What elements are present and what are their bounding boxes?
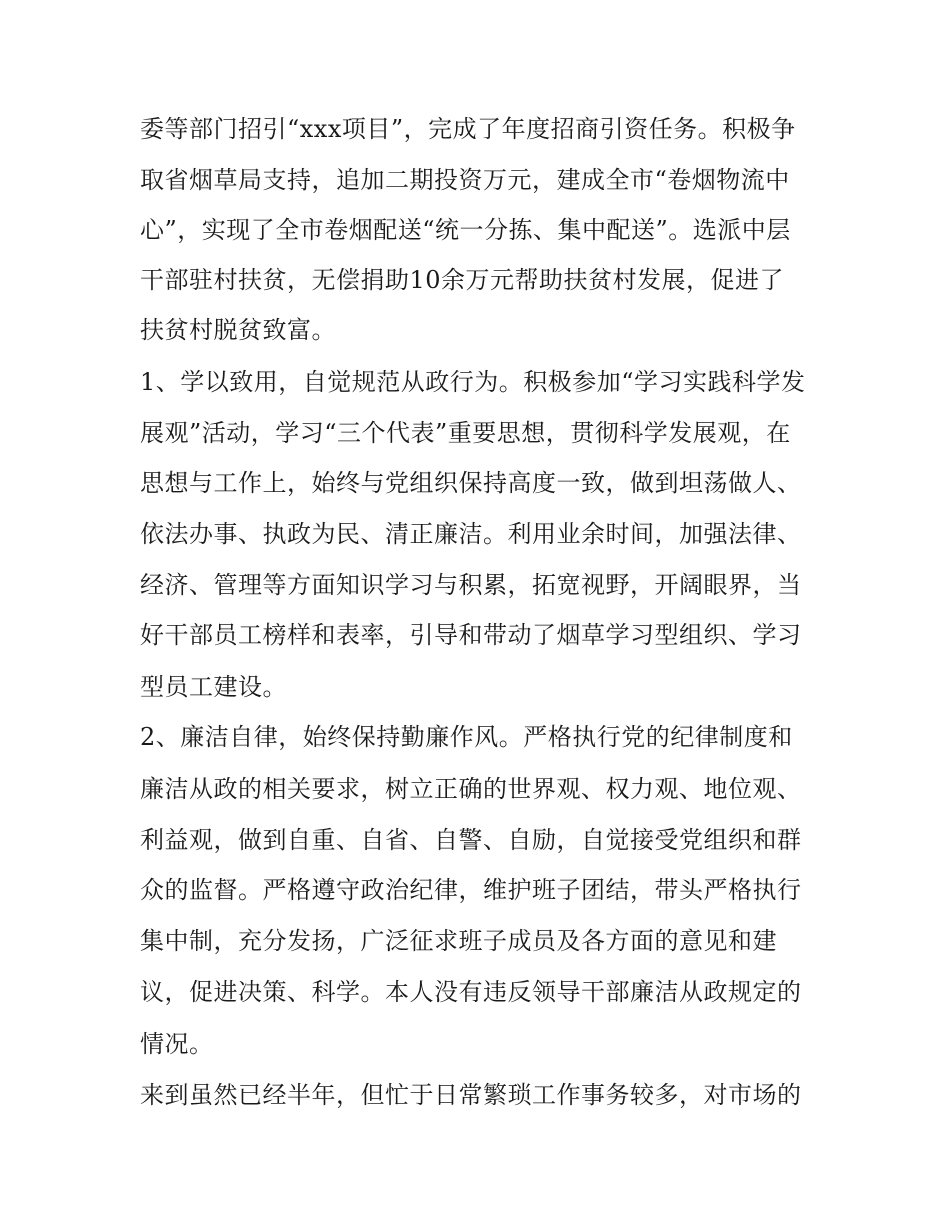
text-line: 廉洁从政的相关要求，树立正确的世界观、权力观、地位观、 [140, 775, 802, 803]
text-line: 扶贫村脱贫致富。 [140, 316, 336, 344]
text-line: 型员工建设。 [140, 673, 287, 701]
text-line: 干部驻村扶贫，无偿捐助10余万元帮助扶贫村发展，促进了 [140, 266, 785, 294]
text-line: 议，促进决策、科学。本人没有违反领导干部廉洁从政规定的 [140, 978, 802, 1006]
paragraph-start-line: 1、学以致用，自觉规范从政行为。积极参加“学习实践科学发 [140, 368, 806, 396]
paragraph-start-line: 2、廉洁自律，始终保持勤廉作风。严格执行党的纪律制度和 [140, 723, 793, 751]
text-line: 依法办事、执政为民、清正廉洁。利用业余时间，加强法律、 [140, 520, 802, 548]
text-line: 众的监督。严格遵守政治纪律，维护班子团结，带头严格执行 [140, 876, 802, 904]
paragraph-start-line: 来到虽然已经半年，但忙于日常繁琐工作事务较多，对市场的 [140, 1081, 802, 1109]
text-line: 心”，实现了全市卷烟配送“统一分拣、集中配送”。选派中层 [140, 216, 791, 244]
text-line: 思想与工作上，始终与党组织保持高度一致，做到坦荡做人、 [140, 469, 802, 497]
text-line: 经济、管理等方面知识学习与积累，拓宽视野，开阔眼界，当 [140, 571, 802, 599]
text-line: 利益观，做到自重、自省、自警、自励，自觉接受党组织和群 [140, 826, 802, 854]
text-line: 情况。 [140, 1030, 214, 1058]
text-line: 委等部门招引“xxx项目”，完成了年度招商引资任务。积极争 [140, 115, 796, 143]
text-line: 取省烟草局支持，追加二期投资万元，建成全市“卷烟物流中 [140, 166, 790, 194]
text-line: 好干部员工榜样和表率，引导和带动了烟草学习型组织、学习 [140, 621, 802, 649]
text-line: 集中制，充分发扬，广泛征求班子成员及各方面的意见和建 [140, 927, 777, 955]
text-line: 展观”活动，学习“三个代表”重要思想，贯彻科学发展观，在 [140, 419, 791, 447]
